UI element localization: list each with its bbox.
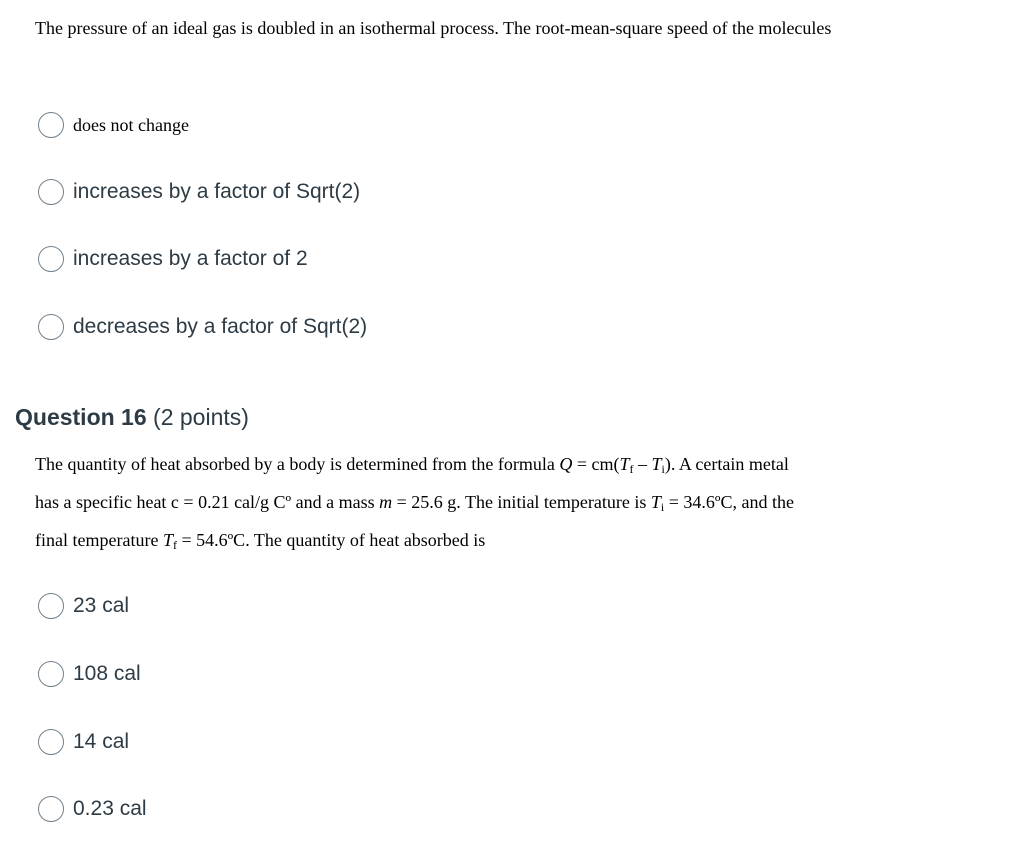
radio-button[interactable] — [38, 314, 64, 340]
radio-button[interactable] — [38, 593, 64, 619]
option-label: 23 cal — [73, 594, 130, 617]
question-line-2: has a specific heat c = 0.21 cal/g Cº and a mass m = 25.6 g. The initial temperature is $T_i$ = 34.6ºC, and the — [35, 492, 794, 514]
option-label: does not change — [73, 114, 189, 135]
option-label: increases by a factor of 2 — [73, 247, 308, 270]
question-points: (2 points) — [153, 404, 249, 430]
question-15-text: The pressure of an ideal gas is doubled in an isothermal process. The root-mean-square speed of the molecules — [35, 18, 832, 38]
question-line-3: final temperature $T_f$ = 54.6ºC. The quantity of heat absorbed is — [35, 530, 486, 552]
radio-button[interactable] — [38, 179, 64, 205]
option-label: decreases by a factor of Sqrt(2) — [73, 315, 368, 338]
q15-option-3[interactable] — [38, 244, 308, 274]
q16-option-3[interactable] — [38, 727, 129, 757]
q16-option-4[interactable] — [38, 794, 147, 824]
option-label: 14 cal — [73, 730, 130, 753]
q16-option-1[interactable] — [38, 591, 129, 621]
radio-button[interactable] — [38, 246, 64, 272]
q15-option-2[interactable] — [38, 177, 360, 207]
question-number: Question 16 — [15, 404, 147, 430]
option-label: 0.23 cal — [73, 797, 147, 820]
q15-option-4[interactable] — [38, 312, 367, 342]
radio-button[interactable] — [38, 729, 64, 755]
q15-option-1[interactable] — [38, 110, 189, 140]
question-line-1: The quantity of heat absorbed by a body is determined from the formula $Q = cm(T_f - T_i)$. A certain metal — [35, 454, 789, 476]
radio-button[interactable] — [38, 112, 64, 138]
radio-button[interactable] — [38, 661, 64, 687]
option-label: 108 cal — [73, 662, 141, 685]
option-label: increases by a factor of Sqrt(2) — [73, 180, 361, 203]
question-16-header — [15, 402, 249, 432]
question-16-text — [35, 448, 935, 562]
q16-option-2[interactable] — [38, 659, 141, 689]
radio-button[interactable] — [38, 796, 64, 822]
